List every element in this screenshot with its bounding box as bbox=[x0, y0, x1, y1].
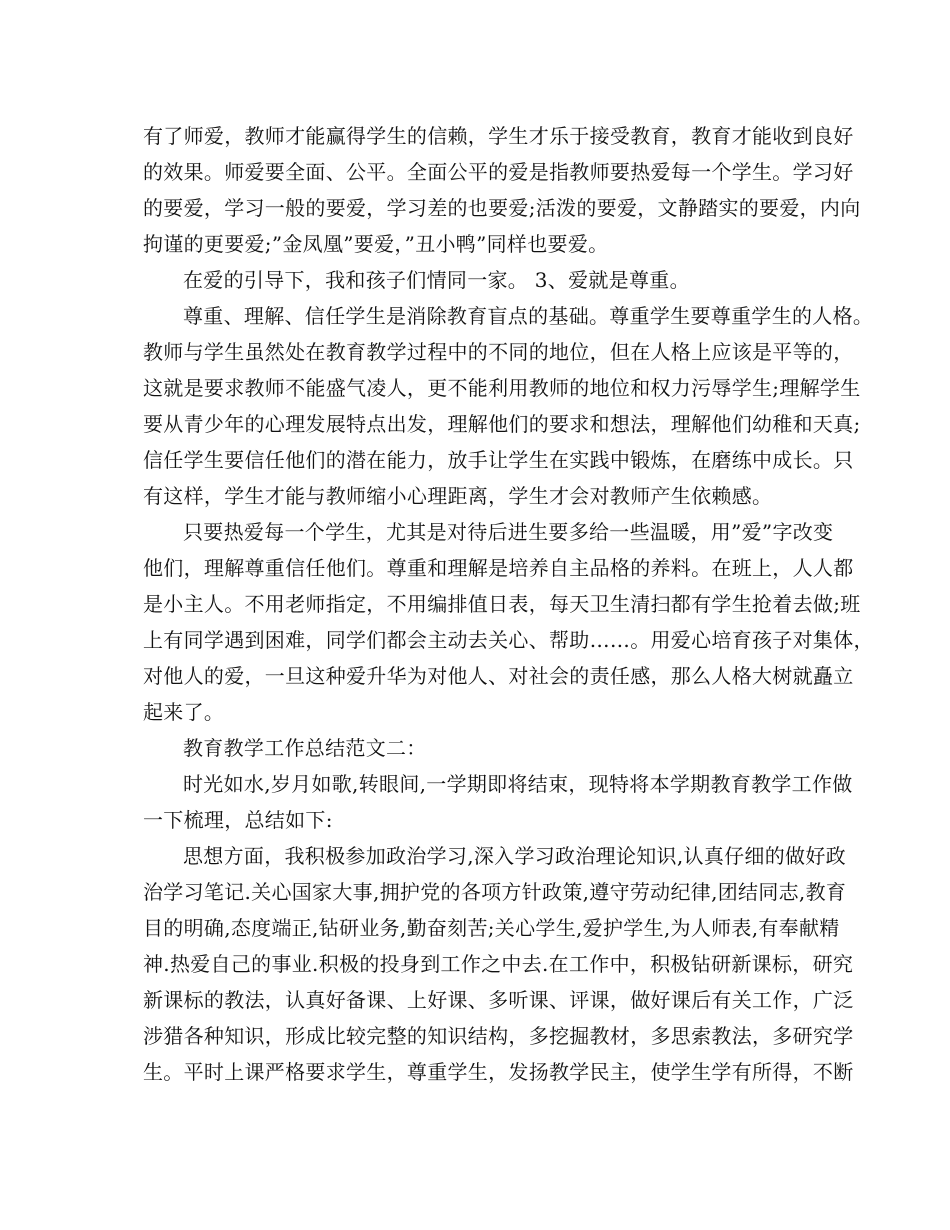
section-heading bbox=[143, 730, 811, 766]
text-line: 有这样，学生才能与教师缩小心理距离，学生才会对教师产生依赖感。 bbox=[143, 484, 773, 508]
text-line: 对他人的爱，一旦这种爱升华为对他人、对社会的责任感，那么人格大树就矗立 bbox=[143, 664, 854, 688]
text-line: 信任学生要信任他们的潜在能力，放手让学生在实践中锻炼，在磨练中成长。只 bbox=[143, 448, 854, 472]
paragraph bbox=[143, 838, 854, 1090]
text-line: 只要热爱每一个学生，尤其是对待后进生要多给一些温暖，用”爱”字改变 bbox=[183, 520, 834, 544]
paragraph bbox=[143, 118, 861, 262]
text-line: 一下梳理，总结如下: bbox=[143, 808, 333, 832]
text-line: 时光如水,岁月如歌,转眼间,一学期即将结束，现特将本学期教育教学工作做 bbox=[183, 772, 853, 796]
text-line: 这就是要求教师不能盛气凌人，更不能利用教师的地位和权力污辱学生;理解学生 bbox=[143, 376, 861, 400]
text-line: 起来了。 bbox=[143, 700, 225, 724]
text-line: 上有同学遇到困难，同学们都会主动去关心、帮助……。用爱心培育孩子对集体， bbox=[143, 628, 874, 652]
text-line: 教育教学工作总结范文二： bbox=[183, 736, 427, 760]
paragraph bbox=[143, 262, 811, 298]
paragraph bbox=[143, 766, 853, 838]
text-line: 生。平时上课严格要求学生，尊重学生，发扬教学民主，使学生学有所得，不断 bbox=[143, 1060, 854, 1084]
text-line: 是小主人。不用老师指定，不用编排值日表，每天卫生清扫都有学生抢着去做;班 bbox=[143, 592, 861, 616]
text-line: 要从青少年的心理发展特点出发，理解他们的要求和想法，理解他们幼稚和天真; bbox=[143, 412, 861, 436]
text-line: 涉猎各种知识，形成比较完整的知识结构，多挖掘教材，多思索教法，多研究学 bbox=[143, 1024, 854, 1048]
text-line: 思想方面，我积极参加政治学习,深入学习政治理论知识,认真仔细的做好政 bbox=[183, 844, 846, 868]
text-line: 他们，理解尊重信任他们。尊重和理解是培养自主品格的养料。在班上，人人都 bbox=[143, 556, 854, 580]
text-line: 神.热爱自己的事业.积极的投身到工作之中去.在工作中，积极钻研新课标，研究 bbox=[143, 952, 854, 976]
document-body bbox=[143, 118, 874, 1090]
text-line: 有了师爱，教师才能赢得学生的信赖，学生才乐于接受教育，教育才能收到良好 bbox=[143, 124, 854, 148]
text-line: 拘谨的更要爱;”金凤凰”要爱，”丑小鸭”同样也要爱。 bbox=[143, 232, 609, 256]
paragraph bbox=[143, 298, 874, 514]
text-line: 新课标的教法，认真好备课、上好课、多听课、评课，做好课后有关工作，广泛 bbox=[143, 988, 854, 1012]
text-line: 在爱的引导下，我和孩子们情同一家。 3、爱就是尊重。 bbox=[183, 268, 690, 292]
text-line: 的效果。师爱要全面、公平。全面公平的爱是指教师要热爱每一个学生。学习好 bbox=[143, 160, 854, 184]
paragraph bbox=[143, 514, 874, 730]
text-line: 目的明确,态度端正,钻研业务,勤奋刻苦;关心学生,爱护学生,为人师表,有奉献精 bbox=[143, 916, 840, 940]
text-line: 的要爱，学习一般的要爱，学习差的也要爱;活泼的要爱，文静踏实的要爱，内向 bbox=[143, 196, 861, 220]
text-line: 教师与学生虽然处在教育教学过程中的不同的地位，但在人格上应该是平等的， bbox=[143, 340, 854, 364]
text-line: 尊重、理解、信任学生是消除教育盲点的基础。尊重学生要尊重学生的人格。 bbox=[183, 304, 874, 328]
text-line: 治学习笔记.关心国家大事,拥护党的各项方针政策,遵守劳动纪律,团结同志,教育 bbox=[143, 880, 847, 904]
